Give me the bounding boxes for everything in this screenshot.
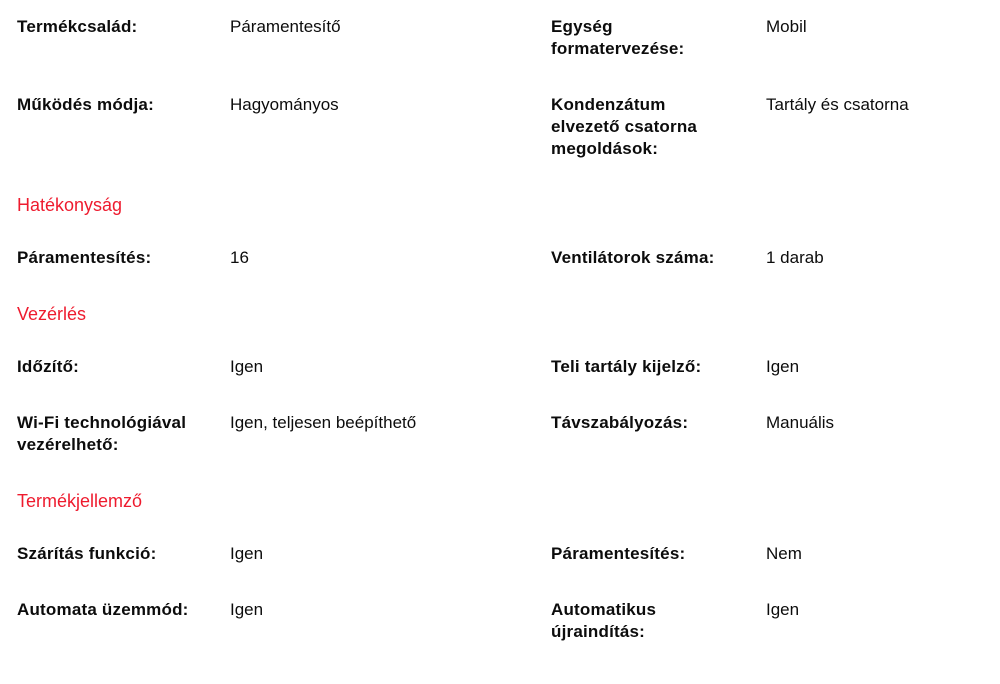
spec-value: Igen, teljesen beépíthető <box>230 413 417 432</box>
spec-item-automata-uzemmod <box>17 599 500 643</box>
spec-label: Páramentesítés: <box>551 544 686 563</box>
spec-value: Manuális <box>766 413 835 432</box>
section-header-termekjellemzo: Termékjellemző <box>17 491 143 511</box>
section-header-vezerles: Vezérlés <box>17 304 87 324</box>
spec-item-mukodes-modja <box>17 94 500 160</box>
spec-label: Termékcsalád: <box>17 17 138 36</box>
spec-row <box>17 543 1000 565</box>
spec-label: Időzítő: <box>17 357 80 376</box>
spec-row <box>17 599 1000 643</box>
spec-item-kondenzatum-elvezeto <box>500 94 1000 160</box>
spec-row <box>17 356 1000 378</box>
spec-label: Automata üzemmód: <box>17 600 189 619</box>
spec-item-paramentesites <box>17 247 500 269</box>
spec-value: Igen <box>230 544 264 563</box>
spec-value: 1 darab <box>766 248 824 267</box>
spec-value: Páramentesítő <box>230 17 341 36</box>
spec-value: Tartály és csatorna <box>766 95 909 114</box>
spec-label: Wi-Fi technológiával vezérelhető: <box>17 413 187 454</box>
spec-value: Hagyományos <box>230 95 339 114</box>
spec-value: 16 <box>230 248 249 267</box>
spec-item-automatikus-ujrainditas <box>500 599 1000 643</box>
spec-label: Szárítás funkció: <box>17 544 157 563</box>
spec-item-tavszabalyozas <box>500 412 1000 456</box>
spec-row <box>17 94 1000 160</box>
spec-item-wifi-vezerelheto <box>17 412 500 456</box>
spec-value: Igen <box>230 600 264 619</box>
spec-label: Ventilátorok száma: <box>551 248 715 267</box>
spec-label: Működés módja: <box>17 95 154 114</box>
spec-row <box>17 412 1000 456</box>
spec-label: Távszabályozás: <box>551 413 689 432</box>
spec-label: Teli tartály kijelző: <box>551 357 702 376</box>
spec-item-ventilatorok-szama <box>500 247 1000 269</box>
spec-item-idozito <box>17 356 500 378</box>
spec-value: Mobil <box>766 17 807 36</box>
spec-label: Kondenzátum elvezető csatorna megoldások: <box>551 95 698 158</box>
spec-item-szaritas-funkcio <box>17 543 500 565</box>
spec-row <box>17 247 1000 269</box>
spec-item-termekcsalad <box>17 16 500 60</box>
spec-label: Páramentesítés: <box>17 248 152 267</box>
spec-item-paramentesites-2 <box>500 543 1000 565</box>
spec-item-egyseg-formatervezese <box>500 16 1000 60</box>
section-header-hatekonysag: Hatékonyság <box>17 195 123 215</box>
spec-value: Igen <box>230 357 264 376</box>
spec-value: Igen <box>766 357 800 376</box>
spec-item-teli-tartaly-kijelzo <box>500 356 1000 378</box>
spec-value: Nem <box>766 544 802 563</box>
spec-label: Automatikus újraindítás: <box>551 600 657 641</box>
spec-row <box>17 16 1000 60</box>
spec-label: Egység formatervezése: <box>551 17 685 58</box>
spec-value: Igen <box>766 600 800 619</box>
